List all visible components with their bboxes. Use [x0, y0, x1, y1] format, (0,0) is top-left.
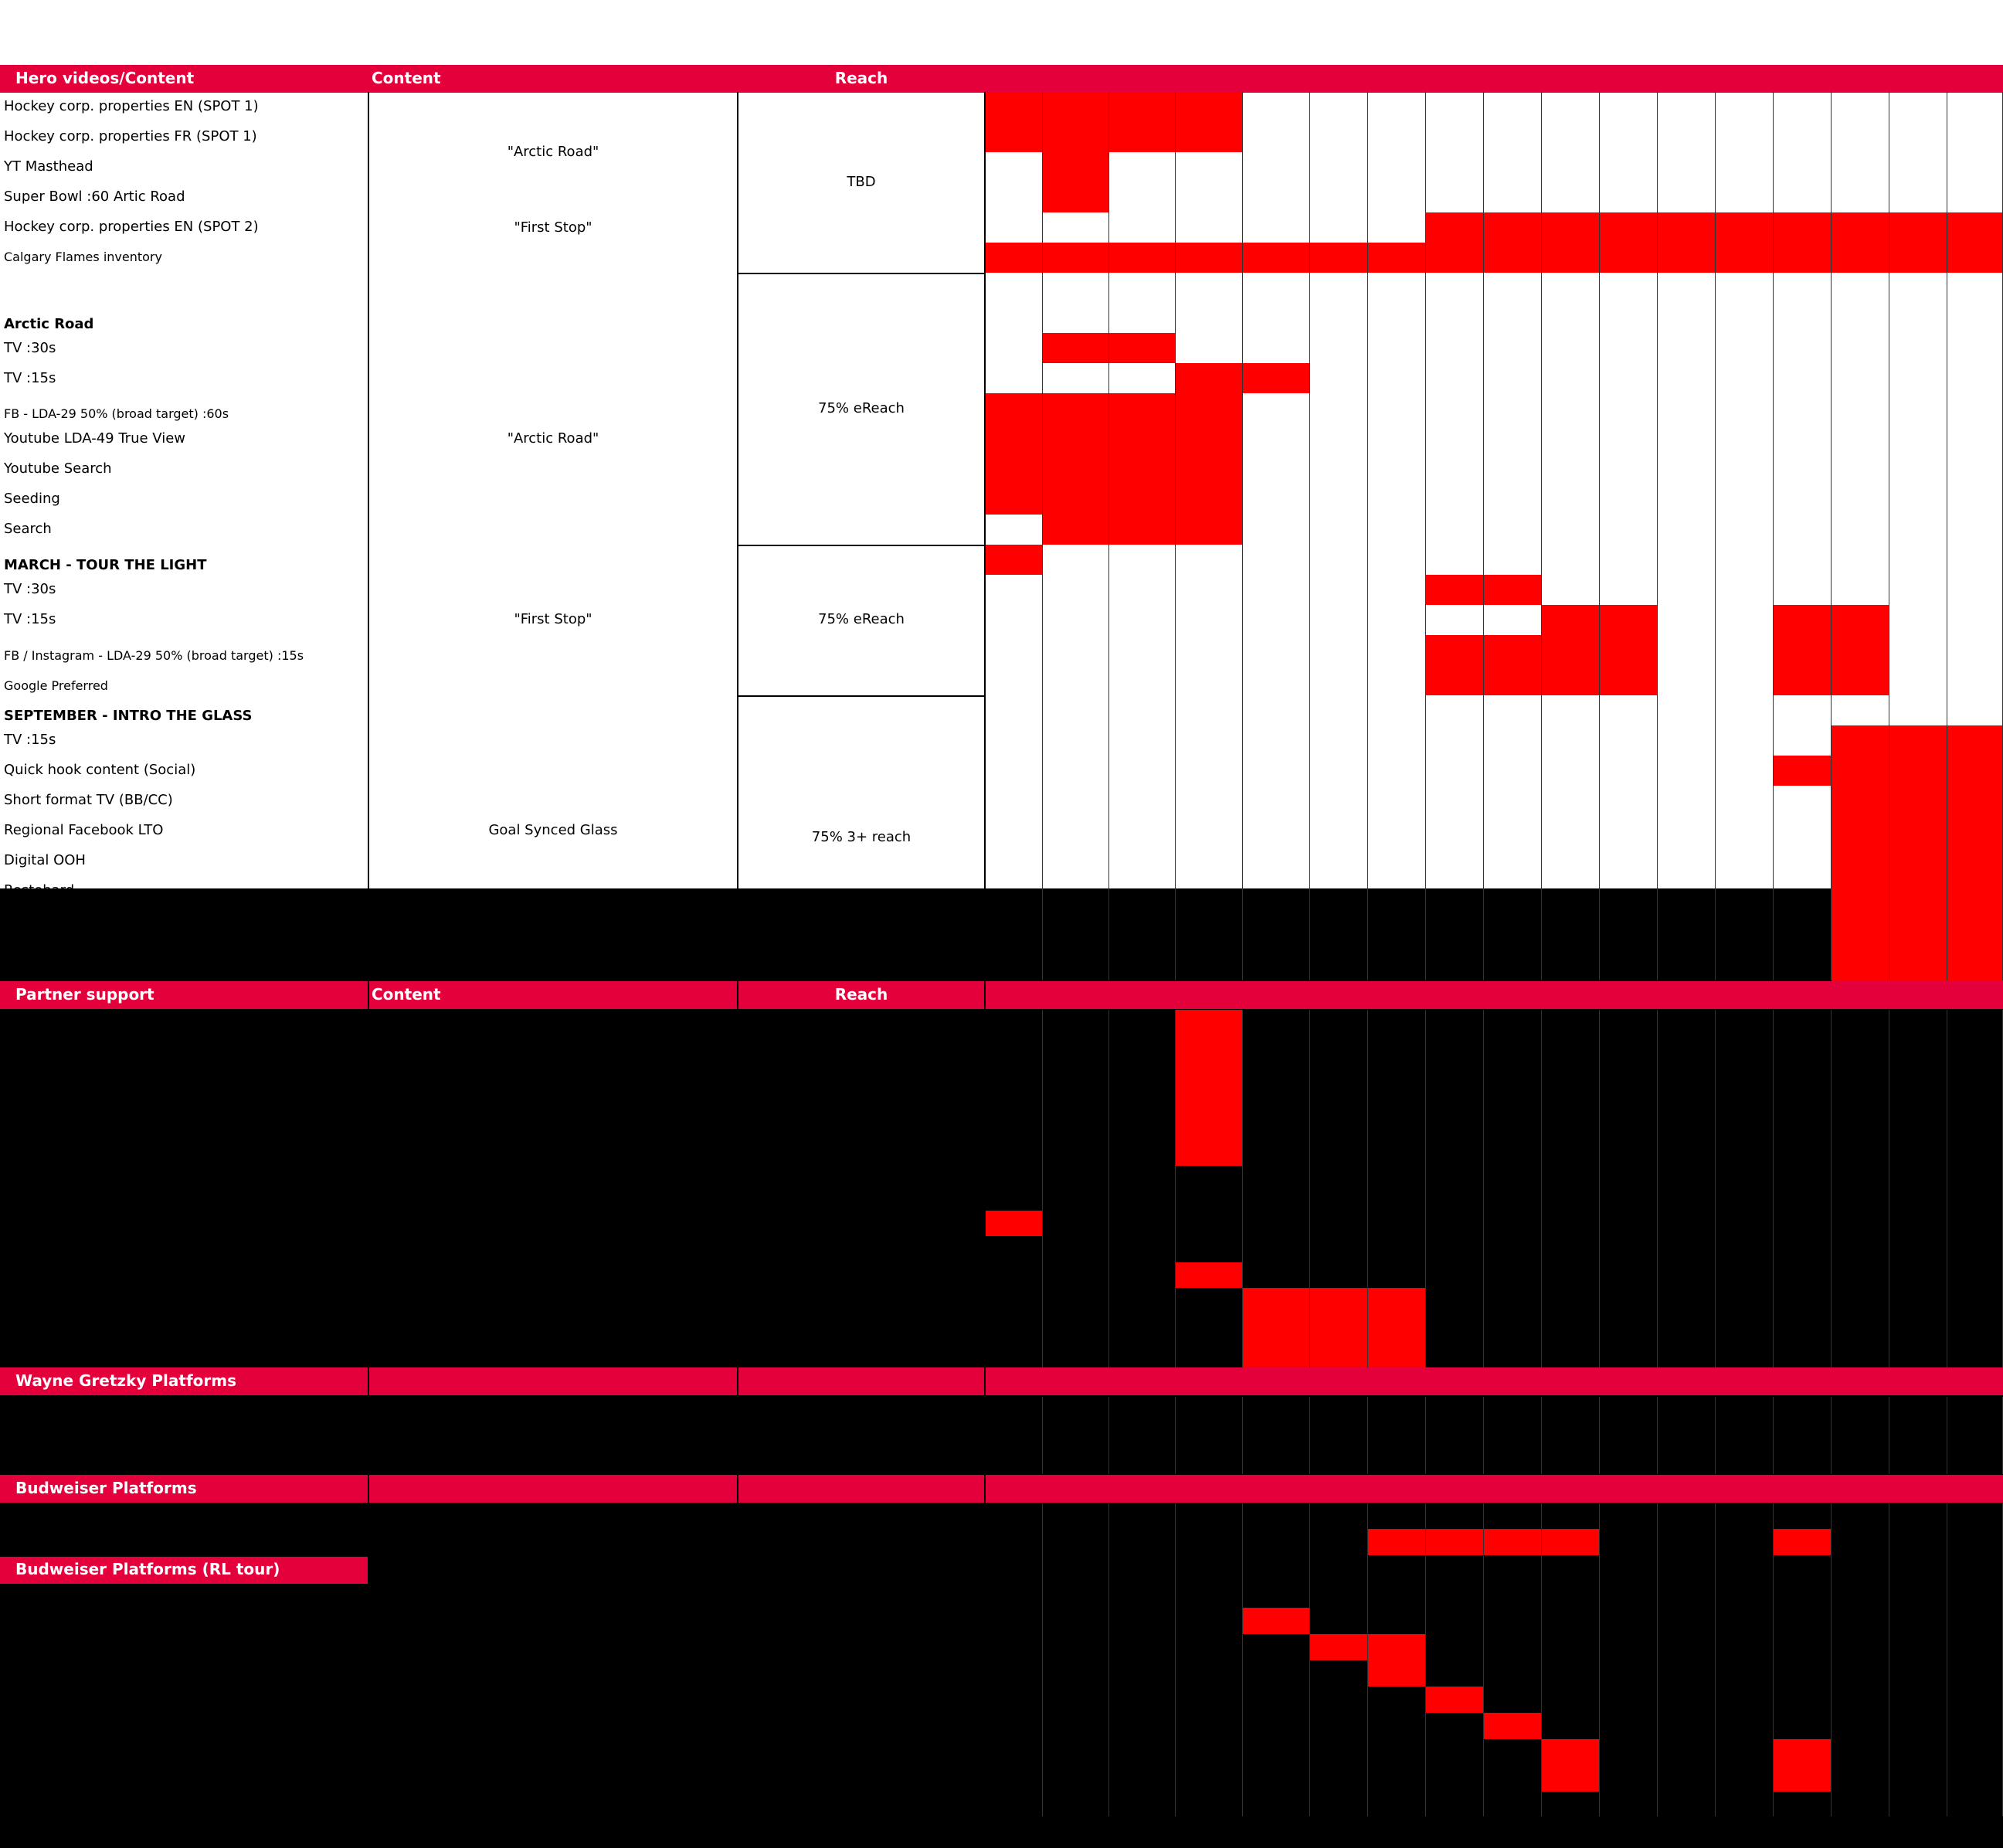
schedule-bar — [1176, 363, 1310, 393]
tactic-row: Hockey corp. properties EN (SPOT 1) — [4, 98, 259, 114]
weight-text: 75% reach — [828, 1639, 895, 1654]
grid-line — [1242, 1503, 1243, 1816]
grid-line — [1483, 1010, 1484, 1367]
grid-line — [1425, 92, 1426, 980]
weight-divider — [738, 1010, 985, 1011]
grid-line — [1715, 1397, 1716, 1474]
grid-line — [1831, 92, 1832, 980]
weight-text: 35% / 3 freq (340K reach) — [781, 1347, 942, 1361]
schedule-bar — [1310, 1634, 1368, 1660]
section-weight-partner: Reach — [834, 985, 888, 1004]
section-title-budrl: Budweiser Platforms (RL tour) — [15, 1560, 280, 1578]
weight-text: 35% / 3 freq (340K reach) — [781, 1242, 942, 1256]
section-bar-gretzky — [0, 1367, 2003, 1395]
section-bar-partner — [0, 981, 2003, 1009]
grid-line — [1831, 1397, 1832, 1474]
tactic-row: Sportsnet prime Broadcast — [4, 1119, 170, 1134]
tactic-row: Ottawa — [4, 1613, 55, 1629]
details-text: 2:00 interview — [372, 1119, 461, 1134]
tactic-row: Toronto — [4, 1666, 56, 1682]
section-title-gretzky: Wayne Gretzky Platforms — [15, 1371, 236, 1390]
schedule-bar — [985, 243, 2003, 273]
tactic-row: Search — [4, 521, 52, 537]
grid-line — [1367, 92, 1368, 980]
schedule-bar — [1176, 1262, 1243, 1288]
tactic-row: Hockey corp. properties EN (SPOT 2) — [4, 219, 259, 235]
tactic-row: amplfication SB leak — [4, 1215, 131, 1230]
schedule-bar — [1368, 1529, 1600, 1555]
tactic-row: TV :30s — [4, 340, 56, 356]
details-text: Goal Synced Glass — [488, 822, 618, 838]
grid-line — [1483, 92, 1484, 980]
rl-divider — [0, 1555, 985, 1557]
schedule-bar — [1774, 605, 1889, 635]
tactic-row: Google Preferred — [4, 678, 108, 693]
tactic-row: Calgary — [4, 1744, 58, 1761]
tactic-row: Vancouver — [4, 1771, 77, 1787]
tactic-row: Regional Facebook LTO — [4, 822, 164, 838]
subsection-title: MARCH - TOUR THE LIGHT — [4, 557, 207, 573]
grid-line — [1309, 1503, 1310, 1816]
grid-line — [1599, 1010, 1600, 1367]
schedule-bar — [1832, 725, 2003, 981]
subsection-title: Arctic Road — [4, 316, 94, 332]
details-text: 1:00 cut down of 99 interview - commercial time — [372, 1093, 674, 1108]
grid-line — [1715, 1010, 1716, 1367]
section-bar-bud — [0, 1475, 2003, 1503]
tactic-row: HNIC Broadcast — [4, 1041, 101, 1055]
details-text: 99 Interview — [372, 1242, 449, 1256]
schedule-bar — [985, 1211, 1043, 1236]
tactic-row: TV :30s — [4, 581, 56, 597]
grid-line — [1599, 1397, 1600, 1474]
grid-line — [1483, 1503, 1484, 1816]
weight-text: 75% / 3 freq (3.6MMreach) — [779, 1320, 944, 1335]
tactic-row: Prime West Broadcast — [4, 1067, 140, 1082]
details-text: "First Stop" — [514, 611, 592, 627]
schedule-bar — [1774, 1739, 1832, 1792]
section-title-partner: Partner support — [15, 985, 154, 1004]
tactic-row: Talent fees DC / T&S — [4, 1189, 130, 1204]
grid-line — [1309, 92, 1310, 980]
grid-line — [1309, 1010, 1310, 1367]
tactic-row: YT Masthead — [4, 158, 93, 175]
details-text: 99 photo post — [372, 1294, 458, 1309]
weight-text: 69% 3 freq (457K reach) (3 weeks) — [753, 1534, 969, 1549]
tactic-row: Goal Moments — [4, 943, 104, 959]
weight-text: 75% reach — [828, 1744, 895, 1759]
tactic-row: FB - LDA-29 50% (broad target) :60s — [4, 406, 229, 421]
grid-line — [1108, 1010, 1109, 1367]
schedule-bar — [1484, 1713, 1542, 1739]
schedule-bar — [1043, 515, 1243, 545]
tactic-row: Sporsnet 360 Broadcast — [4, 1146, 153, 1160]
tactic-row: TV :15s — [4, 370, 56, 386]
details-text: Pre-game interview cut-down Mid-game - commercial — [372, 1067, 703, 1082]
tactic-row: Tim and Sid Broadcast — [4, 1014, 143, 1029]
grid-line — [1599, 1503, 1600, 1816]
grid-line — [1425, 1010, 1426, 1367]
details-text: 99 photo post — [372, 1454, 458, 1469]
weight-text: 75% 5 freq (1.7MM) — [800, 1454, 923, 1469]
details-text: 99 photo post — [372, 1320, 458, 1335]
details-text: "Arctic Road" — [507, 144, 599, 160]
section-weight-hero: Reach — [834, 69, 888, 87]
tactic-row: Calgary Flames inventory — [4, 250, 162, 264]
grid-line — [1831, 1503, 1832, 1816]
schedule-bar — [985, 393, 1243, 515]
details-text: 99 Interview — [372, 1014, 449, 1029]
tactic-row: Quick hook content (Social) — [4, 762, 196, 778]
weight-text: 75% reach — [828, 1613, 895, 1628]
weight-text: organic — [838, 1268, 884, 1282]
grid-line — [1657, 1503, 1658, 1816]
grid-line — [1541, 1503, 1542, 1816]
schedule-bar — [1542, 1739, 1600, 1792]
section-title-hero: Hero videos/Content — [15, 69, 195, 87]
grid-line — [1773, 1397, 1774, 1474]
grid-line — [1541, 1010, 1542, 1367]
grid-line — [1042, 92, 1043, 980]
weight-text: 75% 5 freq (1.7MM) — [800, 1294, 923, 1309]
tactic-row: Super Bowl :60 Artic Road — [4, 189, 185, 205]
grid-line — [1541, 1397, 1542, 1474]
tactic-row: Short format TV (BB/CC) — [4, 792, 173, 808]
schedule-bar — [1243, 1288, 1426, 1367]
grid-line — [1175, 1397, 1176, 1474]
tactic-row: TV :15s — [4, 611, 56, 627]
schedule-bar — [1043, 333, 1176, 363]
schedule-bar — [1542, 605, 1658, 635]
schedule-bar — [1243, 1608, 1310, 1634]
tactic-row: Tim and Sid Twitter — [4, 1268, 123, 1282]
schedule-bar — [1426, 575, 1542, 605]
weight-text: 35% / 3 freq (340 reach) (6 day reach) — [742, 1508, 981, 1523]
grid-line — [1175, 1010, 1176, 1367]
subsection-title: SEPTEMBER - INTRO THE GLASS — [4, 708, 253, 724]
tactic-row: TV :15s — [4, 732, 56, 748]
tactic-row: FB / Instagram - LDA-29 50% (broad target) :15s — [4, 648, 304, 663]
details-text: :15 cut down / 99 CTA (Snet version) — [372, 1347, 599, 1361]
schedule-bar — [1043, 152, 1109, 212]
column-divider — [737, 92, 738, 1816]
section-details-hero: Content — [372, 69, 441, 87]
schedule-bar — [985, 545, 1043, 575]
grid-line — [1242, 1010, 1243, 1367]
grid-line — [1483, 1397, 1484, 1474]
weight-text: 75% 5 freq (1.7MM) — [800, 1401, 923, 1416]
tactic-row: Facebook / Instagram — [4, 1508, 137, 1523]
grid-line — [1175, 92, 1176, 980]
weight-divider — [738, 273, 985, 274]
grid-line — [1367, 1503, 1368, 1816]
weight-text: 75% reach — [828, 1692, 895, 1707]
tactic-row: Digital OOH — [4, 852, 86, 868]
tactic-row: Quebec City — [4, 1639, 90, 1656]
weight-text: 75% eReach — [818, 611, 905, 627]
weight-divider — [738, 545, 985, 546]
grid-line — [1242, 92, 1243, 980]
grid-line — [1773, 92, 1774, 980]
schedule-bar — [1368, 1634, 1426, 1687]
grid-line — [1657, 1010, 1658, 1367]
column-divider — [368, 92, 369, 1816]
tactic-row: Sportsnet Sunday Hockey Broadcast — [4, 1093, 229, 1108]
details-text: "First Stop" — [514, 219, 592, 236]
tactic-row: Sportsnet Instagram — [4, 1320, 131, 1335]
weight-text: 75% reach — [828, 1771, 895, 1785]
section-bar-hero — [0, 65, 2003, 93]
grid-line — [1175, 1503, 1176, 1816]
tactic-row: Facebook / Twitter — [4, 1587, 116, 1602]
schedule-bar — [1774, 756, 1832, 786]
grid-line — [1715, 1503, 1716, 1816]
grid-line — [1367, 1010, 1368, 1367]
schedule-bar — [1176, 1010, 1243, 1166]
grid-line — [1773, 1010, 1774, 1367]
details-text: Pre-game interview — [372, 1041, 492, 1055]
schedule-bar — [985, 92, 1243, 152]
tactic-row: Tim and Sid FB — [4, 1242, 97, 1256]
grid-line — [1425, 1503, 1426, 1816]
schedule-bar — [1426, 1687, 1484, 1713]
grid-line — [1108, 1503, 1109, 1816]
grid-line — [1367, 1397, 1368, 1474]
grid-line — [1042, 1010, 1043, 1367]
grid-line — [1042, 1503, 1043, 1816]
tactic-row: Restobard — [4, 882, 75, 899]
weight-text: TBD — [847, 174, 876, 190]
grid-line — [1242, 1397, 1243, 1474]
tactic-row: Seeding — [4, 491, 60, 507]
details-text: :15 cut down / 99 CTA — [372, 1428, 508, 1442]
weight-text: 75% reach — [828, 1587, 895, 1602]
section-title-bud: Budweiser Platforms — [15, 1479, 197, 1497]
grid-line — [1425, 1397, 1426, 1474]
weight-text: 75% / 4 fre (3.6MM reach) — [780, 1428, 942, 1442]
details-text: 99 post (French) — [372, 1534, 473, 1549]
grid-line — [1657, 92, 1658, 980]
grid-line — [1108, 1397, 1109, 1474]
details-text: Various posts (hyperlapse / panup/ extreme cold video — [372, 1508, 710, 1523]
grid-line — [1599, 92, 1600, 980]
tactic-row: Hockey corp. properties FR (SPOT 1) — [4, 128, 257, 144]
details-text: :15 cut down / 99 CTA — [372, 1401, 508, 1416]
tactic-row: Facebook — [4, 1401, 63, 1416]
tactic-row: Top of the world content — [4, 912, 173, 929]
details-text: "Arctic Road" — [507, 430, 599, 447]
tactic-row: London — [4, 1692, 55, 1708]
weight-text: 75% eReach — [818, 400, 905, 416]
grid-line — [1715, 92, 1716, 980]
weight-text: 75% 3+ reach — [811, 829, 912, 845]
weight-divider — [738, 1166, 985, 1167]
schedule-bar — [1774, 635, 1889, 695]
grid-line — [1831, 1010, 1832, 1367]
weight-divider — [738, 695, 985, 697]
grid-line — [1042, 1397, 1043, 1474]
grid-line — [1773, 1503, 1774, 1816]
grid-line — [1309, 1397, 1310, 1474]
details-text: 99 Interview — [372, 1268, 449, 1282]
grid-line — [1657, 1397, 1658, 1474]
tactic-row: Youtube LDA-49 True View — [4, 430, 185, 447]
grid-line — [1108, 92, 1109, 980]
weight-text: 75% reach — [828, 1666, 895, 1680]
weight-text: 75% reach — [828, 1718, 895, 1733]
section-details-partner: Content — [372, 985, 441, 1004]
grid-line — [1541, 92, 1542, 980]
schedule-bar — [1774, 1529, 1832, 1555]
tactic-row: Youtube Search — [4, 460, 112, 477]
schedule-bar — [1426, 635, 1658, 695]
details-text: 1:00 interview cutdown — [372, 1146, 518, 1160]
column-divider — [984, 92, 986, 1816]
tactic-row: Winnipeg — [4, 1718, 70, 1734]
